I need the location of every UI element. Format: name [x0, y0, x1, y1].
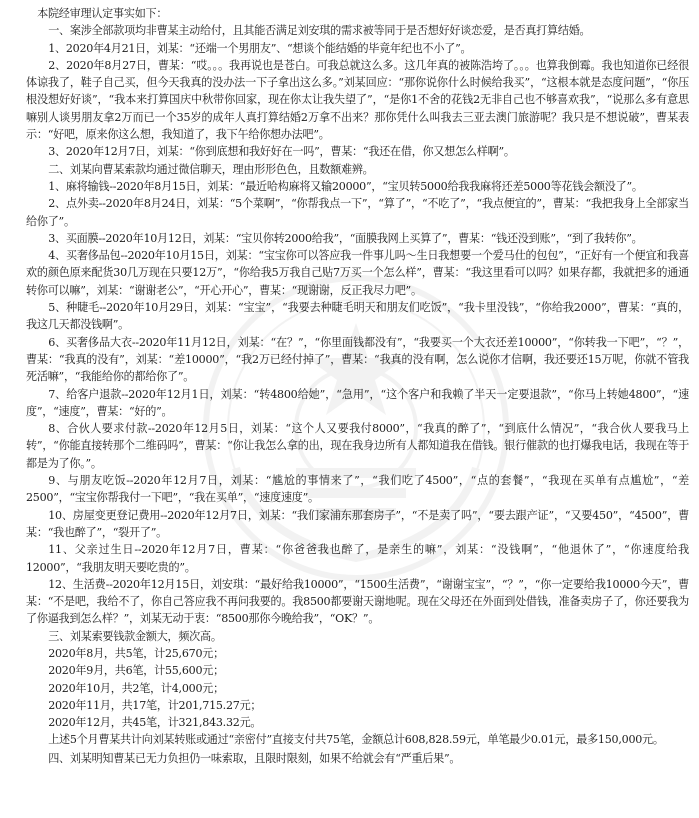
monthly-total-row: 2020年12月，共45笔，计321,843.32元。: [48, 716, 262, 730]
paragraph: 4、买奢侈品包--2020年10月15日，刘某：“宝宝你可以答应我一件事儿吗～生日我想要一个爱马仕的包包”，“正好有一个便宜和我喜欢的颜色原来配货30几万现在只要12万”，“你给我5万我自己贴7万买一个怎么样”，曹某：“我这里看可以吗？如果存都，我就把多的通通转你可以嘛”，刘某：“谢谢老公”，“开心开心”，曹某：“现谢谢，反正我尽力吧”。: [26, 249, 689, 297]
paragraph: 3、买面膜--2020年10月12日，刘某：“宝贝你转2000给我”，“面膜我网上买算了”，曹某：“钱还没到账”，“到了我转你”。: [48, 231, 643, 245]
facts-heading: 本院经审理认定事实如下：: [37, 7, 168, 20]
paragraph: 8、合伙人要求付款--2020年12月5日，刘某：“这个人又要我付8000”，“我真的醉了”，“到底什么情况”，“我合伙人要我马上转”，“你能直接转那个二维码吗”，曹某：“你让我怎么拿的出，现在我身边所有人都知道我在借钱。银行催款的也打爆我电话，我现在等于都是为了你。”。: [26, 422, 689, 470]
paragraph: 9、与朋友吃饭--2020年12月7日，刘某：“尴尬的事情来了”，“我们吃了4500”，“点的套餐”，“我现在买单有点尴尬”，“差2500”，“宝宝你帮我付一下吧”，“我在买单”，“速度速度”。: [26, 474, 689, 505]
monthly-total-row: 2020年8月，共5笔，计25,670元；: [48, 646, 224, 660]
paragraph: 2、点外卖--2020年8月24日，刘某：“5个菜啊”，“你帮我点一下”，“算了”，“不吃了”，“我点便宜的”，曹某：“我把我身上全部家当给你了”。: [26, 197, 689, 228]
section-1-intro: 一、案涉全部款项均非曹某主动给付，且其能否满足刘安琪的需求被等同于是否想好好谈恋爱，是否真打算结婚。: [48, 24, 591, 38]
monthly-total-row: 2020年11月，共17笔，计201,715.27元；: [48, 698, 262, 712]
paragraph: 6、买奢侈品大衣--2020年11月12日，刘某：“在？”，“你里面钱都没有”，“我要买一个大衣还差10000”，“你转我一下吧”，“？”，曹某：“我真的没有”，刘某：“差10000”，“我2万已经付掉了”，曹某：“我真的没有啊，怎么说你才信啊，我还要还15万呢，你就不管我死活嘛”，“我能给你的都给你了”。: [26, 335, 689, 384]
monthly-total-row: 2020年9月，共6笔，计55,600元；: [48, 664, 224, 678]
section-2-intro: 二、刘某向曹某索款均通过微信聊天，理由形形色色，且数额难辨。: [48, 162, 374, 176]
section-4-intro: 四、刘某明知曹某已无力负担仍一味索取，且限时限刻，如果不给就会有“严重后果”。: [48, 751, 461, 765]
paragraph: 2、2020年8月27日，曹某：“哎。。。我再说也是苍白。可我总就这么多。这几年真的被陈浩垮了。。。也算我倒霉。我也知道你已经很体谅我了，鞋子自己买，但今天我真的没办法一下子拿出这么多。”刘某回应：“那你说你什么时候给我买”，“这根本就是态度问题”，“你压根没想好好谈”，“我本来打算国庆中秋带你回家，现在你太让我失望了”，“是你1不舍的花钱2无非自己也不够喜欢我”，“说那么多有意思嘛别人谈男朋友拿2万而已一个35岁的成年人真打算结婚2万拿不出来？那你凭什么叫我去三亚去澳门旅游呢？我只是不想说破”，曹某表示：“好吧，原来你这么想，我知道了，我下午给你想办法吧”。: [26, 58, 689, 142]
monthly-total-row: 2020年10月，共2笔，计4,000元；: [48, 681, 224, 695]
paragraph: 5、种睫毛--2020年10月29日，刘某：“宝宝”，“我要去种睫毛明天和朋友们吃饭”，“我卡里没钱”，“你给我2000”，曹某：“真的，我这几天都没钱啊”。: [26, 301, 689, 332]
paragraph: 1、2020年4月21日，刘某：“还端一个男朋友”、“想谈个能结婚的毕竟年纪也不小了”。: [48, 41, 472, 55]
paragraph: 7、给客户退款--2020年12月1日，刘某：“转4800给她”，“急用”，“这个客户和我赖了半天一定要退款”，“你马上转她4800”，“速度”，“速度”，曹某：“好的”。: [26, 387, 689, 418]
paragraph: 12、生活费--2020年12月15日，刘安琪：“最好给我10000”，“1500生活费”，“谢谢宝宝”，“？”，“你一定要给我10000今天”，曹某：“不是吧，我给不了，你自己答应我不再问我要的。我8500都要谢天谢地呢。现在父母还在外面到处借钱，准备卖房子了，你还要我为了你逼我到怎么样？”，刘某无动于衷：“8500那你今晚给我”，“OK？”。: [26, 577, 689, 626]
paragraph: 10、房屋变更登记费用--2020年12月7日，刘某：“我们家浦东那套房子”，“不是卖了吗”，“要去跟产证”，“又要450”，“4500”，曹某：“我也醉了”，“裂开了”。: [26, 508, 689, 539]
section-3-intro: 三、刘某索要钱款金额大，频次高。: [48, 629, 222, 643]
paragraph: 1、麻将输钱--2020年8月15日，刘某：“最近哈构麻将又输20000”，“宝贝转5000给我我麻将还差5000等花钱会额没了”。: [48, 179, 643, 193]
paragraph: 11、父亲过生日--2020年12月7日，曹某：“你爸爸我也醉了，是亲生的嘛”，刘某：“没钱啊”，“他退休了”，“你速度给我12000”，“我朋友明天要吃贵的”。: [26, 543, 689, 574]
summary-paragraph: 上述5个月曹某共计向刘某转账或通过“亲密付”直接支付共75笔，金额总计608,828.59元，单笔最少0.01元，最多150,000元。: [48, 733, 664, 747]
paragraph: 3、2020年12月7日，刘某：“你到底想和我好好在一吗”，曹某：“我还在借，你又想怎么样啊”。: [48, 145, 515, 159]
